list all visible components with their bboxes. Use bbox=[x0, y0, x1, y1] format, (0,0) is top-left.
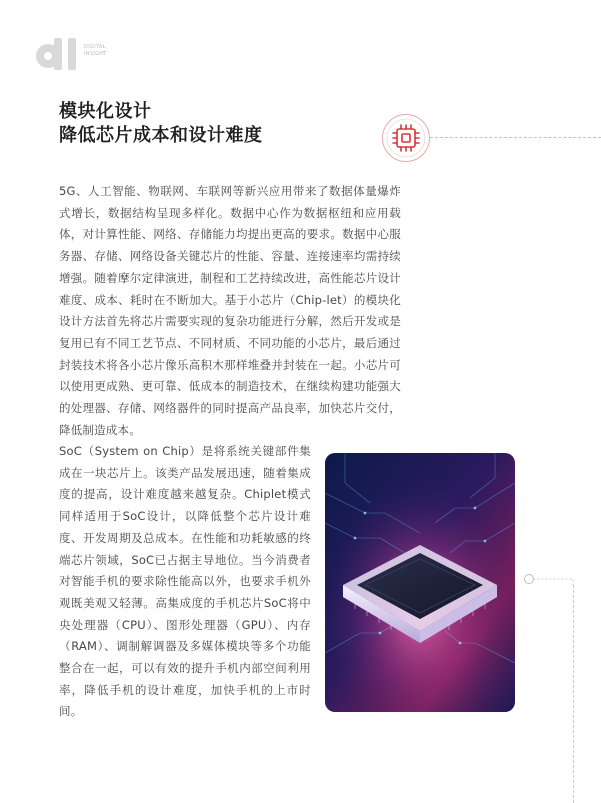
brand-line1: DIGITAL bbox=[84, 44, 106, 50]
chip-icon bbox=[381, 113, 431, 163]
brand-line2: INSIGHT bbox=[84, 51, 107, 57]
title-line1: 模块化设计 bbox=[59, 101, 152, 122]
side-dashed-line bbox=[573, 585, 574, 803]
brand-logo-text bbox=[84, 44, 107, 58]
side-connector-icon bbox=[522, 568, 601, 590]
body-paragraph-1 bbox=[59, 181, 401, 441]
paragraph-1-text: 5G、人工智能、物联网、车联网等新兴应用带来了数据体量爆炸式增长，数据结构呈现多样化。数据中心作为数据枢纽和应用载体，对计算性能、网络、存储能力均提出更高的要求。数据中心服务器、存储、网络设备关键芯片的性能、容量、连接速率均需持续增强。随着摩尔定律演进，制程和工艺持续改进，高性能芯片设计难度、成本、耗时在不断加大。基于小芯片（Chip-let）的模块化设计方法首先将芯片需要实现的复杂功能进行分解，然后开发或是复用已有不同工艺节点、不同材质、不同功能的小芯片，最后通过封装技术将各小芯片像乐高积木那样堆叠并封装在一起。小芯片可以使用更成熟、更可靠、低成本的制造技术，在继续构建功能强大的处理器、存储、网络器件的同时提高产品良率，加快芯片交付，降低制造成本。 bbox=[59, 184, 401, 437]
brand-logo bbox=[30, 34, 86, 72]
processor-chip-image bbox=[325, 453, 515, 712]
title-line2: 降低芯片成本和设计难度 bbox=[59, 125, 263, 146]
paragraph-2-text: SoC（System on Chip）是将系统关键部件集成在一块芯片上。该类产品发展迅速，随着集成度的提高，设计难度越来越复杂。Chiplet模式同样适用于SoC设计，以降低整个芯片设计难度、开发周期及总成本。在性能和功耗敏感的终端芯片领域，SoC已占据主导地位。当今消费者对智能手机的要求除性能高以外，也要求手机外观既美观又轻薄。高集成度的手机芯片SoC将中央处理器（CPU）、图形处理器（GPU）、内存（RAM）、调制解调器及多媒体模块等多个功能整合在一起，可以有效的提升手机内部空间利用率，降低手机的设计难度，加快手机的上市时间。 bbox=[59, 444, 311, 719]
body-paragraph-2 bbox=[59, 441, 311, 723]
page-title bbox=[59, 100, 263, 148]
title-divider bbox=[430, 137, 601, 138]
